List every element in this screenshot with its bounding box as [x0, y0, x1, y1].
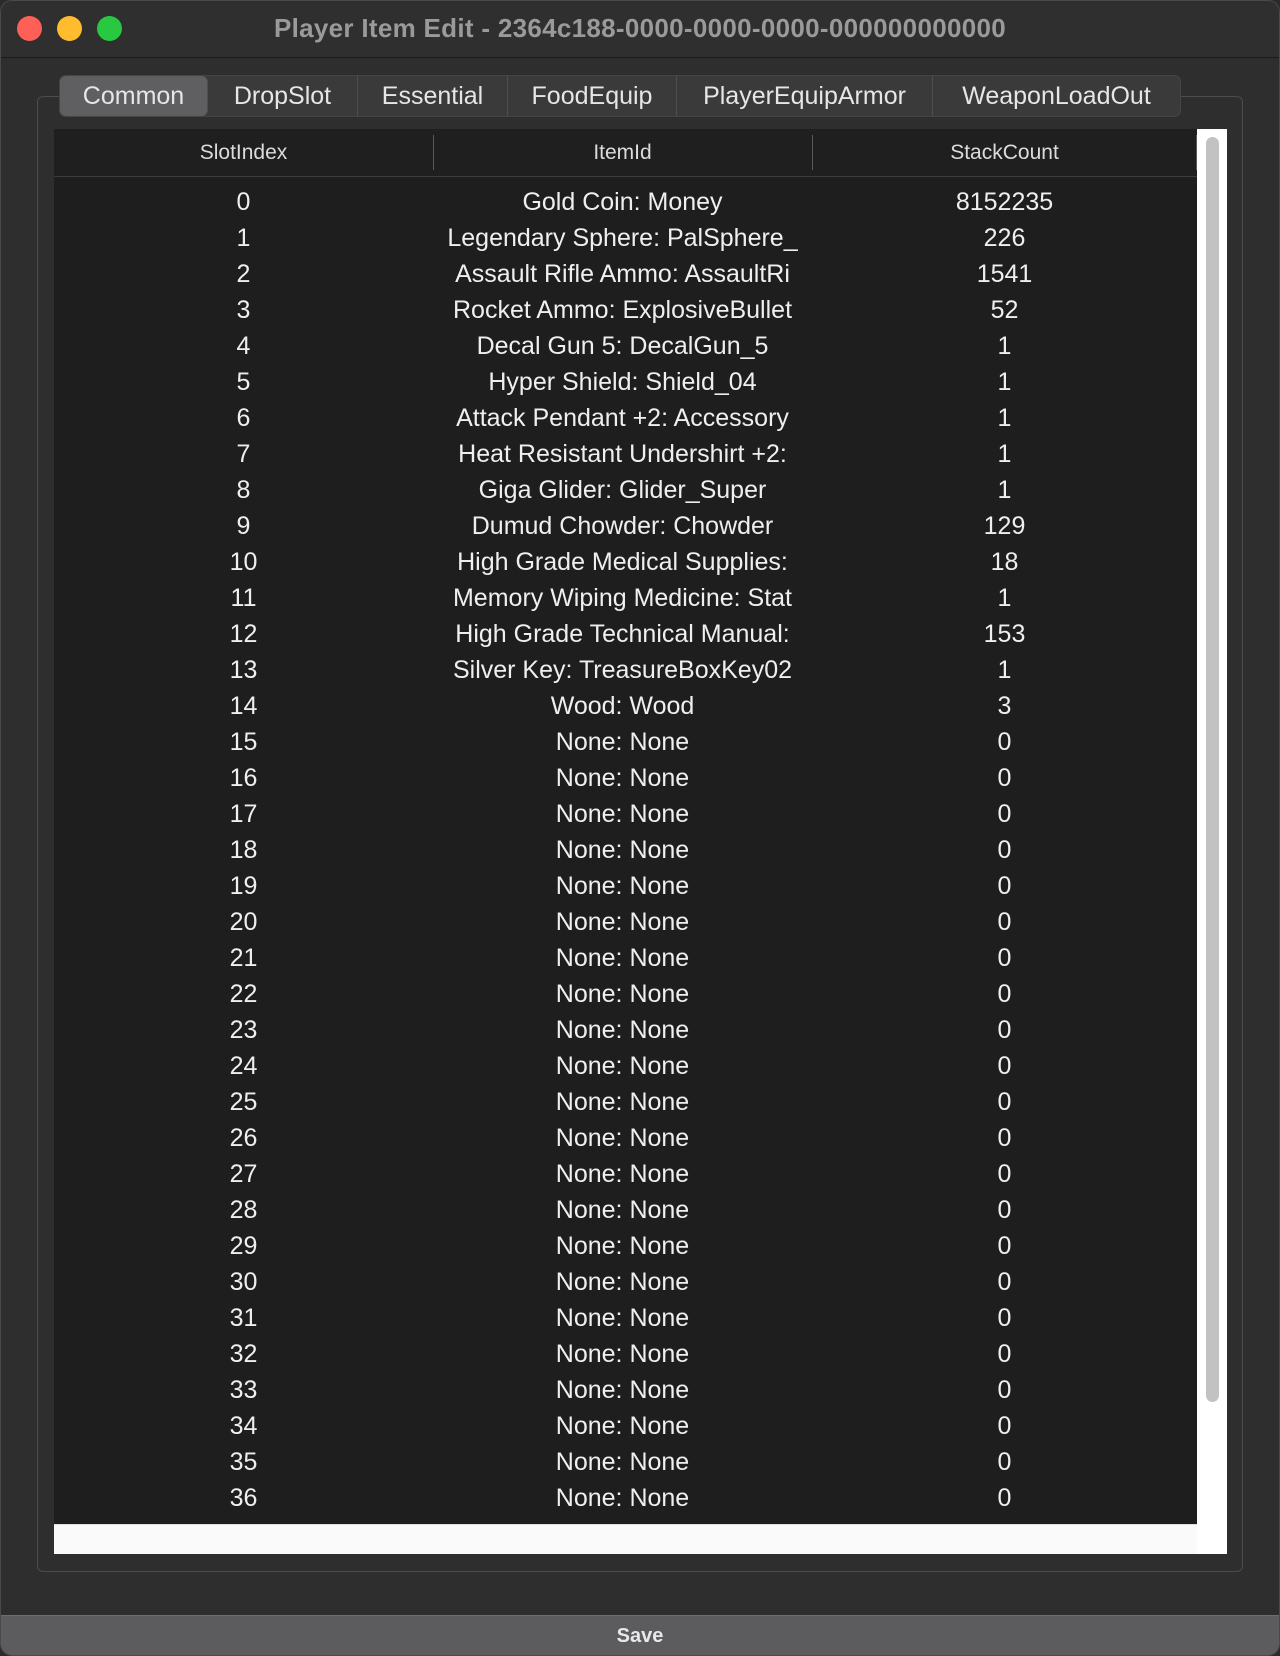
stack-count-cell[interactable]: 226	[983, 224, 1026, 252]
stack-count-cell[interactable]: 0	[997, 1412, 1012, 1440]
stack-count-cell[interactable]: 0	[997, 836, 1012, 864]
stack-count-cell[interactable]: 129	[983, 512, 1026, 540]
stack-count-cell[interactable]: 0	[997, 944, 1012, 972]
stack-count-cell[interactable]: 8152235	[955, 188, 1054, 216]
item-id-cell[interactable]: None: None	[555, 1088, 690, 1116]
tab-common[interactable]: Common	[60, 76, 208, 116]
slot-index-cell[interactable]: 26	[229, 1124, 258, 1152]
item-id-cell[interactable]: Decal Gun 5: DecalGun_5	[476, 332, 769, 360]
table-row[interactable]	[54, 1120, 1197, 1156]
slot-index-cell[interactable]: 27	[229, 1160, 258, 1188]
stack-count-cell[interactable]: 0	[997, 1052, 1012, 1080]
stack-count-cell[interactable]: 0	[997, 1016, 1012, 1044]
stack-count-cell[interactable]: 0	[997, 872, 1012, 900]
vertical-scrollbar[interactable]	[1197, 129, 1227, 1524]
table-row[interactable]	[54, 1228, 1197, 1264]
table-row[interactable]	[54, 616, 1197, 652]
stack-count-cell[interactable]: 1541	[976, 260, 1033, 288]
stack-count-cell[interactable]: 0	[997, 800, 1012, 828]
table-row[interactable]	[54, 1336, 1197, 1372]
slot-index-cell[interactable]: 1	[236, 224, 251, 252]
stack-count-cell[interactable]: 0	[997, 1196, 1012, 1224]
slot-index-cell[interactable]: 7	[236, 440, 251, 468]
stack-count-cell[interactable]: 0	[997, 1088, 1012, 1116]
item-id-cell[interactable]: None: None	[555, 1232, 690, 1260]
stack-count-cell[interactable]: 1	[997, 368, 1012, 396]
slot-index-cell[interactable]: 17	[229, 800, 258, 828]
item-id-cell[interactable]: None: None	[555, 1304, 690, 1332]
item-id-cell[interactable]: Rocket Ammo: ExplosiveBullet	[452, 296, 793, 324]
item-id-cell[interactable]: None: None	[555, 944, 690, 972]
slot-index-cell[interactable]: 35	[229, 1448, 258, 1476]
table-row[interactable]	[54, 652, 1197, 688]
stack-count-cell[interactable]: 153	[983, 620, 1026, 648]
slot-index-cell[interactable]: 13	[229, 656, 258, 684]
item-id-cell[interactable]: Wood: Wood	[550, 692, 695, 720]
table-row[interactable]	[54, 1012, 1197, 1048]
tab-essential[interactable]: Essential	[358, 76, 508, 116]
slot-index-cell[interactable]: 28	[229, 1196, 258, 1224]
item-table-area	[54, 129, 1227, 1554]
stack-count-cell[interactable]: 0	[997, 1232, 1012, 1260]
stack-count-cell[interactable]: 0	[997, 1304, 1012, 1332]
tab-dropslot[interactable]: DropSlot	[208, 76, 358, 116]
item-id-cell[interactable]: None: None	[555, 908, 690, 936]
item-id-cell[interactable]: None: None	[555, 836, 690, 864]
stack-count-cell[interactable]: 0	[997, 764, 1012, 792]
item-id-cell[interactable]: Silver Key: TreasureBoxKey02	[452, 656, 793, 684]
item-id-cell[interactable]: Giga Glider: Glider_Super	[478, 476, 767, 504]
stack-count-cell[interactable]: 18	[990, 548, 1019, 576]
stack-count-cell[interactable]: 0	[997, 908, 1012, 936]
table-row[interactable]	[54, 292, 1197, 328]
table-row[interactable]	[54, 832, 1197, 868]
vertical-scrollbar-thumb[interactable]	[1206, 137, 1219, 1402]
table-row[interactable]	[54, 1444, 1197, 1480]
slot-index-cell[interactable]: 3	[236, 296, 251, 324]
table-row[interactable]	[54, 868, 1197, 904]
slot-index-cell[interactable]: 4	[236, 332, 251, 360]
table-row[interactable]	[54, 688, 1197, 724]
title-bar[interactable]	[1, 1, 1279, 58]
item-id-cell[interactable]: None: None	[555, 872, 690, 900]
table-row[interactable]	[54, 1300, 1197, 1336]
stack-count-cell[interactable]: 1	[997, 584, 1012, 612]
column-header-stackcount[interactable]: StackCount	[812, 129, 1197, 176]
item-id-cell[interactable]: None: None	[555, 1484, 690, 1512]
table-row[interactable]	[54, 1192, 1197, 1228]
slot-index-cell[interactable]: 5	[236, 368, 251, 396]
slot-index-cell[interactable]: 18	[229, 836, 258, 864]
table-row[interactable]	[54, 364, 1197, 400]
table-row[interactable]	[54, 472, 1197, 508]
slot-index-cell[interactable]: 19	[229, 872, 258, 900]
slot-index-cell[interactable]: 23	[229, 1016, 258, 1044]
item-id-cell[interactable]: High Grade Medical Supplies:	[457, 548, 788, 576]
slot-index-cell[interactable]: 8	[236, 476, 251, 504]
item-id-cell[interactable]: None: None	[555, 1196, 690, 1224]
table-row[interactable]	[54, 544, 1197, 580]
slot-index-cell[interactable]: 0	[236, 188, 251, 216]
item-id-cell[interactable]: None: None	[555, 1016, 690, 1044]
slot-index-cell[interactable]: 20	[229, 908, 258, 936]
column-header-itemid[interactable]: ItemId	[433, 129, 812, 176]
slot-index-cell[interactable]: 34	[229, 1412, 258, 1440]
tab-foodequip[interactable]: FoodEquip	[508, 76, 677, 116]
slot-index-cell[interactable]: 30	[229, 1268, 258, 1296]
table-row[interactable]	[54, 508, 1197, 544]
slot-index-cell[interactable]: 2	[236, 260, 251, 288]
item-id-cell[interactable]: Heat Resistant Undershirt +2:	[458, 440, 787, 468]
item-id-cell[interactable]: Assault Rifle Ammo: AssaultRi	[455, 260, 790, 288]
slot-index-cell[interactable]: 32	[229, 1340, 258, 1368]
stack-count-cell[interactable]: 0	[997, 1160, 1012, 1188]
item-id-cell[interactable]: Memory Wiping Medicine: Stat	[452, 584, 792, 612]
slot-index-cell[interactable]: 21	[229, 944, 258, 972]
table-row[interactable]	[54, 976, 1197, 1012]
table-row[interactable]	[54, 1480, 1197, 1516]
table-row[interactable]	[54, 256, 1197, 292]
item-id-cell[interactable]: Dumud Chowder: Chowder	[471, 512, 774, 540]
stack-count-cell[interactable]: 52	[990, 296, 1019, 324]
slot-index-cell[interactable]: 36	[229, 1484, 258, 1512]
slot-index-cell[interactable]: 24	[229, 1052, 258, 1080]
slot-index-cell[interactable]: 29	[229, 1232, 258, 1260]
table-body	[54, 184, 1197, 1516]
column-header-slotindex[interactable]: SlotIndex	[199, 141, 288, 164]
slot-index-cell[interactable]: 14	[229, 692, 258, 720]
slot-index-cell[interactable]: 15	[229, 728, 258, 756]
slot-index-cell[interactable]: 12	[229, 620, 258, 648]
slot-index-cell[interactable]: 25	[229, 1088, 258, 1116]
slot-index-cell[interactable]: 33	[229, 1376, 258, 1404]
stack-count-cell[interactable]: 1	[997, 404, 1012, 432]
stack-count-cell[interactable]: 0	[997, 980, 1012, 1008]
item-id-cell[interactable]: None: None	[555, 1340, 690, 1368]
slot-index-cell[interactable]: 10	[229, 548, 258, 576]
table-row[interactable]	[54, 580, 1197, 616]
tab-weaponloadout[interactable]: WeaponLoadOut	[962, 82, 1151, 110]
tab-playerequiparmor[interactable]: PlayerEquipArmor	[677, 76, 933, 116]
table-header	[54, 129, 1197, 177]
item-id-cell[interactable]: None: None	[555, 1124, 690, 1152]
item-table	[54, 129, 1197, 1524]
table-row[interactable]	[54, 1372, 1197, 1408]
save-button[interactable]: Save	[1, 1615, 1279, 1656]
stack-count-cell[interactable]: 0	[997, 1448, 1012, 1476]
slot-index-cell[interactable]: 31	[229, 1304, 258, 1332]
stack-count-cell[interactable]: 0	[997, 1124, 1012, 1152]
table-row[interactable]	[54, 400, 1197, 436]
stack-count-cell[interactable]: 0	[997, 1340, 1012, 1368]
stack-count-cell[interactable]: 1	[997, 440, 1012, 468]
item-id-cell[interactable]: None: None	[555, 800, 690, 828]
item-id-cell[interactable]: Attack Pendant +2: Accessory	[456, 404, 789, 432]
item-id-cell[interactable]: Hyper Shield: Shield_04	[488, 368, 757, 396]
item-id-cell[interactable]: None: None	[555, 980, 690, 1008]
table-row[interactable]	[54, 328, 1197, 364]
table-row[interactable]	[54, 436, 1197, 472]
table-row[interactable]	[54, 1264, 1197, 1300]
item-id-cell[interactable]: None: None	[555, 1412, 690, 1440]
stack-count-cell[interactable]: 1	[997, 332, 1012, 360]
table-row[interactable]	[54, 184, 1197, 220]
stack-count-cell[interactable]: 0	[997, 1376, 1012, 1404]
table-row[interactable]	[54, 220, 1197, 256]
stack-count-cell[interactable]: 0	[997, 1484, 1012, 1512]
table-row[interactable]	[54, 904, 1197, 940]
table-row[interactable]	[54, 796, 1197, 832]
table-row[interactable]	[54, 1408, 1197, 1444]
stack-count-cell[interactable]: 0	[997, 1268, 1012, 1296]
slot-index-cell[interactable]: 9	[236, 512, 251, 540]
table-row[interactable]	[54, 940, 1197, 976]
item-id-cell[interactable]: None: None	[555, 1268, 690, 1296]
item-id-cell[interactable]: None: None	[555, 764, 690, 792]
item-id-cell[interactable]: High Grade Technical Manual:	[455, 620, 790, 648]
window-title: Player Item Edit - 2364c188-0000-0000-0000-000000000000	[273, 13, 1007, 43]
table-row[interactable]	[54, 1084, 1197, 1120]
item-id-cell[interactable]: None: None	[555, 1376, 690, 1404]
table-row[interactable]	[54, 1156, 1197, 1192]
stack-count-cell[interactable]: 0	[997, 728, 1012, 756]
item-id-cell[interactable]: None: None	[555, 1448, 690, 1476]
slot-index-cell[interactable]: 22	[229, 980, 258, 1008]
item-id-cell[interactable]: Legendary Sphere: PalSphere_	[447, 224, 798, 252]
table-row[interactable]	[54, 724, 1197, 760]
stack-count-cell[interactable]: 1	[997, 476, 1012, 504]
item-id-cell[interactable]: None: None	[555, 1160, 690, 1188]
tab-bar	[59, 75, 1181, 117]
slot-index-cell[interactable]: 6	[236, 404, 251, 432]
item-id-cell[interactable]: None: None	[555, 728, 690, 756]
item-id-cell[interactable]: Gold Coin: Money	[522, 188, 723, 216]
horizontal-scrollbar[interactable]	[54, 1524, 1197, 1554]
item-id-cell[interactable]: None: None	[555, 1052, 690, 1080]
table-row[interactable]	[54, 760, 1197, 796]
stack-count-cell[interactable]: 3	[997, 692, 1012, 720]
table-row[interactable]	[54, 1048, 1197, 1084]
slot-index-cell[interactable]: 16	[229, 764, 258, 792]
slot-index-cell[interactable]: 11	[230, 584, 257, 612]
stack-count-cell[interactable]: 1	[997, 656, 1012, 684]
